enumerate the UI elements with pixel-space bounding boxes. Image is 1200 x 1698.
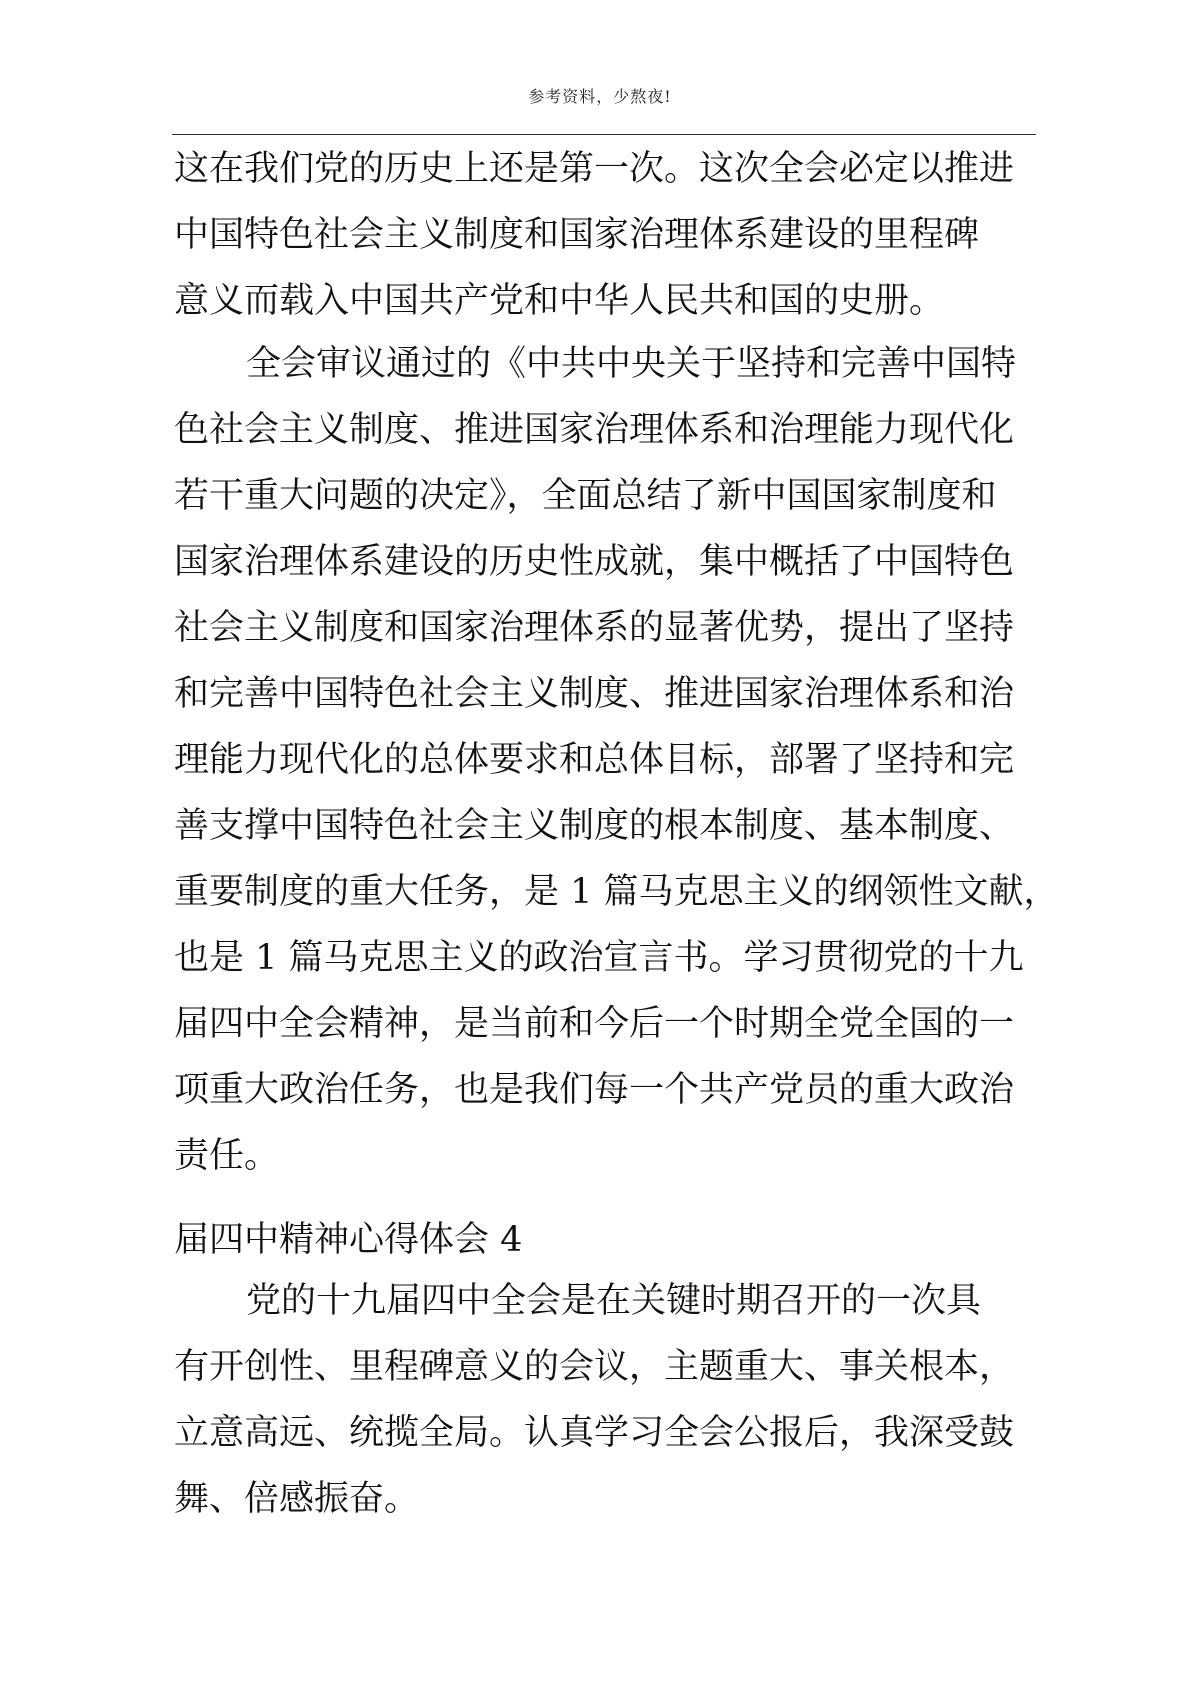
text-line: 党的十九届四中全会是在关键时期召开的一次具 xyxy=(246,1281,982,1321)
text-line: 中国特色社会主义制度和国家治理体系建设的里程碑 xyxy=(174,215,980,255)
text-line: 和完善中国特色社会主义制度、推进国家治理体系和治 xyxy=(174,674,1015,714)
text-line: 全会审议通过的《中共中央关于坚持和完善中国特 xyxy=(246,344,1017,384)
text-line: 责任。 xyxy=(174,1136,280,1176)
section-heading: 届四中精神心得体会 4 xyxy=(174,1220,523,1260)
text-line: 意义而载入中国共产党和中华人民共和国的史册。 xyxy=(174,281,945,321)
paragraph-reflection xyxy=(174,1268,1054,1532)
text-line: 有开创性、里程碑意义的会议，主题重大、事关根本， xyxy=(174,1347,1015,1387)
text-line: 舞、倍感振奋。 xyxy=(174,1479,420,1519)
header-divider xyxy=(172,134,1036,135)
running-header: 参考资料，少熬夜! xyxy=(528,87,672,106)
text-line: 国家治理体系建设的历史性成就，集中概括了中国特色 xyxy=(174,542,1015,582)
text-line: 也是 1 篇马克思主义的政治宣言书。学习贯彻党的十九 xyxy=(174,938,1024,978)
text-line: 重要制度的重大任务，是 1 篇马克思主义的纲领性文献， xyxy=(174,872,1059,912)
paragraph-continuation xyxy=(174,136,1054,334)
text-line: 项重大政治任务，也是我们每一个共产党员的重大政治 xyxy=(174,1070,1015,1110)
text-line: 善支撑中国特色社会主义制度的根本制度、基本制度、 xyxy=(174,806,1015,846)
text-line: 色社会主义制度、推进国家治理体系和治理能力现代化 xyxy=(174,410,1015,450)
paragraph-decision-summary xyxy=(174,331,1059,1189)
text-line: 理能力现代化的总体要求和总体目标，部署了坚持和完 xyxy=(174,740,1015,780)
text-line: 立意高远、统揽全局。认真学习全会公报后，我深受鼓 xyxy=(174,1413,1015,1453)
text-line: 社会主义制度和国家治理体系的显著优势，提出了坚持 xyxy=(174,608,1015,648)
text-line: 若干重大问题的决定》，全面总结了新中国国家制度和 xyxy=(174,476,997,516)
text-line: 这在我们党的历史上还是第一次。这次全会必定以推进 xyxy=(174,149,1015,189)
text-line: 届四中全会精神，是当前和今后一个时期全党全国的一 xyxy=(174,1004,1015,1044)
